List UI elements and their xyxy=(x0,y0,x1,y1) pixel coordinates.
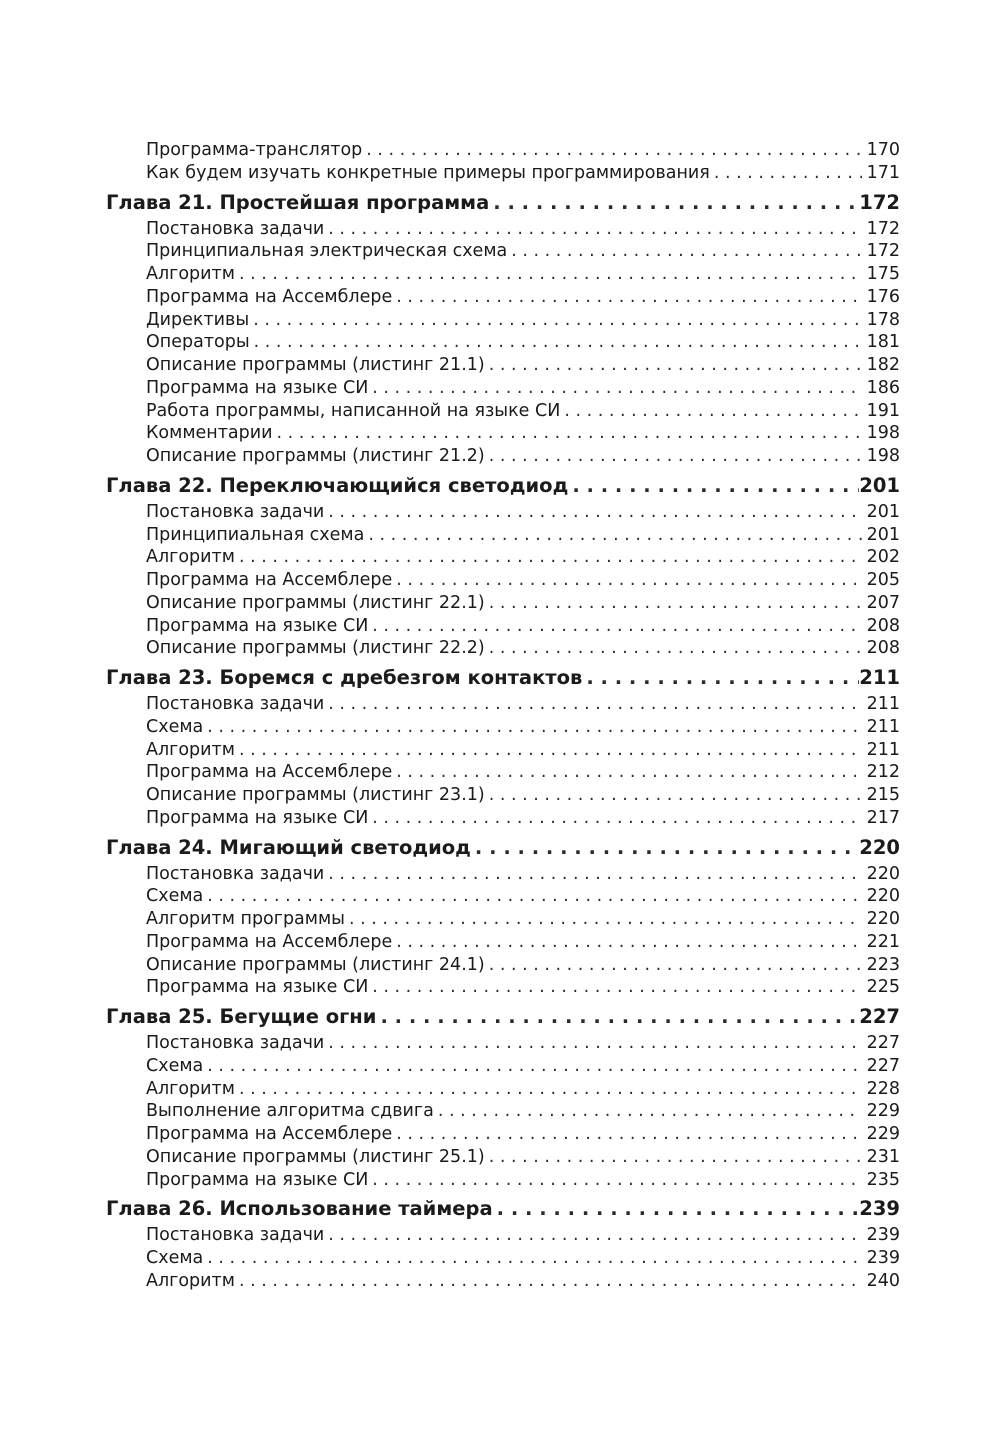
page-number: 205 xyxy=(866,570,900,590)
page-number: 186 xyxy=(866,377,900,398)
entry-title: Алгоритм xyxy=(146,1270,235,1291)
toc-entry xyxy=(146,353,900,375)
toc-entry xyxy=(146,1145,900,1167)
dot-leader xyxy=(364,140,862,160)
page-number: 220 xyxy=(866,863,900,884)
dot-leader xyxy=(491,191,859,214)
toc-entry xyxy=(146,568,900,590)
page-number: 217 xyxy=(866,807,900,828)
toc-entry xyxy=(146,1031,900,1053)
entry-title: Принципиальная электрическая схема xyxy=(146,241,508,262)
toc-entry xyxy=(146,545,900,567)
page-number: 211 xyxy=(866,694,900,714)
entry-title: Описание программы (листинг 24.1) xyxy=(146,954,485,975)
chapter-heading xyxy=(106,663,900,689)
toc-entry xyxy=(146,444,900,466)
toc-entry xyxy=(146,760,900,782)
dot-leader xyxy=(487,355,862,375)
page-number: 172 xyxy=(866,218,900,239)
toc-entry xyxy=(146,715,900,737)
toc-entry xyxy=(146,692,900,714)
dot-leader xyxy=(237,740,862,760)
page-number: 176 xyxy=(866,286,900,307)
dot-leader xyxy=(347,909,862,929)
chapter-title: Глава 23. Боремся с дребезгом контактов xyxy=(106,666,583,689)
page-number: 208 xyxy=(866,638,900,659)
toc-entry xyxy=(146,1168,900,1190)
entry-title: Описание программы (листинг 21.2) xyxy=(146,446,485,466)
toc-entry xyxy=(146,614,900,636)
entry-title: Программа на Ассемблере xyxy=(146,286,393,307)
page-number: 191 xyxy=(866,400,900,421)
dot-leader xyxy=(326,694,862,714)
toc-entry xyxy=(146,783,900,805)
page-number: 201 xyxy=(859,473,900,497)
entry-title: Постановка задачи xyxy=(146,1225,325,1246)
page-number: 215 xyxy=(866,785,900,805)
dot-leader xyxy=(584,666,859,689)
page-number: 171 xyxy=(866,162,900,183)
toc-entry xyxy=(146,1122,900,1144)
dot-leader xyxy=(378,1005,859,1028)
dot-leader xyxy=(205,1248,862,1268)
toc-entry xyxy=(146,738,900,760)
dot-leader xyxy=(275,423,862,443)
page-number: 170 xyxy=(866,140,900,160)
entry-title: Программа на Ассемблере xyxy=(146,570,393,590)
toc-entry xyxy=(146,591,900,613)
dot-leader xyxy=(394,932,862,952)
toc-entry xyxy=(146,1246,900,1268)
page-number: 220 xyxy=(859,835,900,859)
toc-entry xyxy=(146,907,900,929)
page-number: 172 xyxy=(859,190,900,214)
entry-title: Схема xyxy=(146,1055,204,1076)
dot-leader xyxy=(205,1056,862,1076)
dot-leader xyxy=(237,264,862,284)
toc-entry xyxy=(146,975,900,997)
entry-title: Программа на языке СИ xyxy=(146,377,369,398)
dot-leader xyxy=(370,378,862,398)
entry-title: Постановка задачи xyxy=(146,863,325,884)
entry-title: Алгоритм xyxy=(146,264,235,284)
dot-leader xyxy=(252,332,862,352)
entry-title: Схема xyxy=(146,886,204,907)
dot-leader xyxy=(205,717,862,737)
page-number: 240 xyxy=(866,1270,900,1291)
page-number: 220 xyxy=(866,886,900,907)
dot-leader xyxy=(366,525,862,545)
chapter-title: Глава 21. Простейшая программа xyxy=(106,190,490,214)
entry-title: Как будем изучать конкретные примеры программирования xyxy=(146,162,710,183)
toc-entry xyxy=(146,262,900,284)
dot-leader xyxy=(509,241,862,261)
toc-entry xyxy=(146,806,900,828)
page-number: 201 xyxy=(866,501,900,522)
toc-entry xyxy=(146,285,900,307)
page-number: 198 xyxy=(866,423,900,444)
page-number: 198 xyxy=(866,446,900,466)
toc-entry xyxy=(146,1077,900,1099)
dot-leader xyxy=(487,785,862,805)
chapter-title: Глава 25. Бегущие огни xyxy=(106,1005,377,1028)
entry-title: Алгоритм xyxy=(146,547,235,568)
dot-leader xyxy=(370,977,862,997)
entry-title: Программа на языке СИ xyxy=(146,977,369,998)
entry-title: Алгоритм xyxy=(146,739,235,760)
entry-title: Постановка задачи xyxy=(146,218,325,239)
dot-leader xyxy=(712,163,862,183)
chapter-heading xyxy=(106,833,900,859)
entry-title: Описание программы (листинг 22.1) xyxy=(146,592,485,613)
entry-title: Постановка задачи xyxy=(146,694,325,714)
toc-entry xyxy=(146,217,900,239)
dot-leader xyxy=(394,570,862,590)
dot-leader xyxy=(326,219,862,239)
page-number: 227 xyxy=(866,1055,900,1076)
entry-title: Комментарии xyxy=(146,423,273,444)
page-number: 220 xyxy=(866,909,900,929)
chapter-heading xyxy=(106,1002,900,1028)
dot-leader xyxy=(370,808,862,828)
page-number: 227 xyxy=(866,1033,900,1053)
toc-entry xyxy=(146,862,900,884)
chapter-heading xyxy=(106,1194,900,1220)
entry-title: Операторы xyxy=(146,332,250,353)
page-number: 201 xyxy=(866,524,900,545)
chapter-title: Глава 24. Мигающий светодиод xyxy=(106,835,471,859)
toc-entry xyxy=(146,239,900,261)
toc-entry xyxy=(146,138,900,160)
toc-entry xyxy=(146,930,900,952)
page-number: 212 xyxy=(866,762,900,783)
toc-entry xyxy=(146,884,900,906)
dot-leader xyxy=(394,1124,862,1144)
page-number: 207 xyxy=(866,592,900,613)
page-number: 181 xyxy=(866,332,900,353)
dot-leader xyxy=(326,864,862,884)
entry-title: Алгоритм xyxy=(146,1078,235,1099)
chapter-heading xyxy=(106,188,900,214)
toc-entry xyxy=(146,953,900,975)
dot-leader xyxy=(436,1101,862,1121)
page-number: 235 xyxy=(866,1169,900,1190)
page-number: 239 xyxy=(866,1248,900,1268)
entry-title: Программа на языке СИ xyxy=(146,615,369,636)
entry-title: Постановка задачи xyxy=(146,501,325,522)
dot-leader xyxy=(570,474,859,497)
dot-leader xyxy=(487,1147,862,1167)
dot-leader xyxy=(487,955,862,975)
dot-leader xyxy=(370,1170,862,1190)
entry-title: Директивы xyxy=(146,309,250,330)
entry-title: Программа-транслятор xyxy=(146,140,363,160)
page-number: 182 xyxy=(866,355,900,375)
entry-title: Программа на языке СИ xyxy=(146,1169,369,1190)
dot-leader xyxy=(326,1225,862,1245)
entry-title: Программа на языке СИ xyxy=(146,807,369,828)
toc-entry xyxy=(146,1099,900,1121)
toc-entry xyxy=(146,308,900,330)
dot-leader xyxy=(237,1079,862,1099)
entry-title: Программа на Ассемблере xyxy=(146,1124,393,1144)
dot-leader xyxy=(370,616,862,636)
page-number: 231 xyxy=(866,1146,900,1167)
entry-title: Постановка задачи xyxy=(146,1033,325,1053)
page-number: 229 xyxy=(866,1101,900,1122)
page-number: 239 xyxy=(859,1197,900,1221)
entry-title: Программа на Ассемблере xyxy=(146,762,393,783)
toc-entry xyxy=(146,523,900,545)
toc-entry xyxy=(146,161,900,183)
toc-entry xyxy=(146,1223,900,1245)
dot-leader xyxy=(394,287,862,307)
dot-leader xyxy=(326,502,862,522)
dot-leader xyxy=(562,401,862,421)
dot-leader xyxy=(394,762,862,782)
dot-leader xyxy=(487,638,862,658)
toc-entry xyxy=(146,500,900,522)
page-number: 178 xyxy=(866,309,900,330)
entry-title: Схема xyxy=(146,716,204,737)
dot-leader xyxy=(473,836,859,859)
dot-leader xyxy=(205,886,862,906)
toc-entry xyxy=(146,1054,900,1076)
dot-leader xyxy=(495,1197,860,1220)
page-number: 211 xyxy=(866,716,900,737)
chapter-title: Глава 22. Переключающийся светодиод xyxy=(106,473,569,497)
toc-entry xyxy=(146,421,900,443)
entry-title: Описание программы (листинг 22.2) xyxy=(146,638,485,659)
page-number: 211 xyxy=(859,666,900,689)
toc-entry xyxy=(146,330,900,352)
dot-leader xyxy=(237,547,862,567)
page-number: 227 xyxy=(859,1005,900,1028)
entry-title: Программа на Ассемблере xyxy=(146,931,393,952)
entry-title: Выполнение алгоритма сдвига xyxy=(146,1101,434,1122)
dot-leader xyxy=(237,1271,862,1291)
page-number: 172 xyxy=(866,241,900,262)
page-number: 229 xyxy=(866,1124,900,1144)
toc-entry xyxy=(146,636,900,658)
page-number: 211 xyxy=(866,739,900,760)
dot-leader xyxy=(487,593,862,613)
toc-entry xyxy=(146,1269,900,1291)
page-number: 208 xyxy=(866,615,900,636)
entry-title: Описание программы (листинг 23.1) xyxy=(146,785,485,805)
page-number: 202 xyxy=(866,547,900,568)
dot-leader xyxy=(487,446,862,466)
entry-title: Принципиальная схема xyxy=(146,524,365,545)
entry-title: Схема xyxy=(146,1248,204,1268)
toc-entry xyxy=(146,399,900,421)
page-number: 239 xyxy=(866,1225,900,1246)
chapter-title: Глава 26. Использование таймера xyxy=(106,1197,493,1221)
page-number: 223 xyxy=(866,954,900,975)
dot-leader xyxy=(251,310,862,330)
page-number: 225 xyxy=(866,977,900,998)
entry-title: Работа программы, написанной на языке СИ xyxy=(146,400,561,421)
page-number: 228 xyxy=(866,1078,900,1099)
toc-entry xyxy=(146,376,900,398)
entry-title: Описание программы (листинг 21.1) xyxy=(146,355,485,375)
page-number: 221 xyxy=(866,931,900,952)
chapter-heading xyxy=(106,471,900,497)
entry-title: Алгоритм программы xyxy=(146,909,346,929)
dot-leader xyxy=(326,1033,862,1053)
entry-title: Описание программы (листинг 25.1) xyxy=(146,1146,485,1167)
page-number: 175 xyxy=(866,264,900,284)
